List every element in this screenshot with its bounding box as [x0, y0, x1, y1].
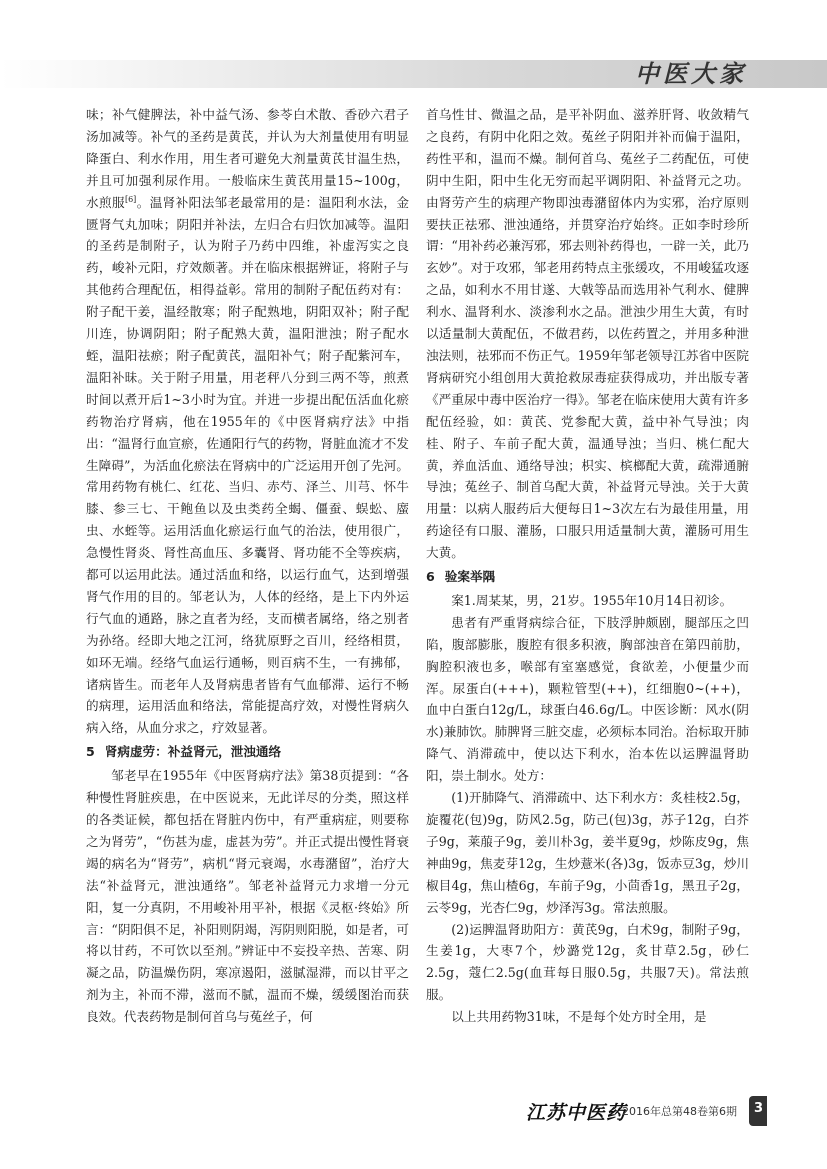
journal-name: 江苏中医药 — [526, 1102, 627, 1124]
issue-info: 2016年总第48卷第6期 — [622, 1105, 737, 1118]
left-column — [86, 104, 409, 1028]
prescription-1: (1)开肺降气、消滞疏中、达下利水方：炙桂枝2.5g，旋覆花(包)9g，防风2.5g，防己(包)3g，苏子12g，白芥子9g，莱菔子9g，姜川朴3g，姜半夏9g，炒陈皮9g，焦神曲9g，焦麦芽12g，生炒薏米(各)3g，饭赤豆3g，炒川椒目4g，焦山楂6g，车前子9g，小茴香1g，黑丑子2g，云苓9g，光杏仁9g，炒泽泻3g。常法煎服。 — [426, 790, 749, 915]
paragraph: 首乌性甘、微温之品，是平补阴血、滋养肝肾、收敛精气之良药，有阴中化阳之效。菟丝子阴阳并补而偏于温阳，药性平和，温而不燥。制何首乌、菟丝子二药配伍，可使阴中生阳，阳中生化无穷而起平调阴阳、补益肾元之功。由肾劳产生的病理产物即浊毒潴留体内为实邪，治疗原则要扶正祛邪、泄浊通络，并贯穿治疗始终。正如李时珍所谓：“用补药必兼泻邪，邪去则补药得也，一辟一关，此乃玄妙”。对于攻邪，邹老用药特点主张缓攻，不用峻猛攻逐之品，如利水不用甘遂、大戟等品而选用补气利水、健脾利水、温肾利水、淡渗利水之品。泄浊少用生大黄，有时以适量制大黄配伍，不做君药，以佐药置之，并用多种泄浊法则，祛邪而不伤正气。1959年邹老领导江苏省中医院肾病研究小组创用大黄抢救尿毒症获得成功，并出版专著《严重尿中毒中医治疗一得》。邹老在临床使用大黄有许多配伍经验，如：黄芪、党参配大黄，益中补气导浊；肉桂、附子、车前子配大黄，温通导浊；当归、桃仁配大黄，养血活血、通络导浊；枳实、槟榔配大黄，疏滞通腑导浊；菟丝子、制首乌配大黄，补益肾元导浊。关于大黄用量：以病人服药后大便每日1~3次左右为最佳用量，用药途径有口服、灌肠，口服只用适量制大黄，灌肠可用生大黄。 — [426, 107, 749, 561]
page-footer — [526, 1096, 827, 1130]
right-column — [426, 104, 749, 1028]
paragraph: 邹老早在1955年《中医肾病疗法》第38页提到：“各种慢性肾脏疾患，在中医说来，无此详尽的分类，照这样的各类证候，都包括在肾脏内伤中，有严重病症，则要称之为肾劳”，“伤甚为虚，虚甚为劳”。并正式提出慢性肾衰竭的病名为“肾劳”，病机“肾元衰竭，水毒潴留”，治疗大法“补益肾元，泄浊通络”。邹老补益肾元力求增一分元阳，复一分真阴，不用峻补用平补，根据《灵枢·终始》所言：“阴阳俱不足，补阳则阴竭，泻阴则阳脱，如是者，可将以甘药，不可饮以至剂。”辨证中不妄投辛热、苦寒、阴凝之品，防温燥伤阴，寒凉遏阳，滋腻湿滞，而以甘平之剂为主，补而不滞，滋而不腻，温而不燥，缓缓图治而获良效。代表药物是制何首乌与菟丝子，何 — [86, 768, 409, 1025]
section-heading-6: 6 验案举隅 — [426, 569, 496, 585]
section-heading-5: 5 肾病虚劳：补益肾元，泄浊通络 — [86, 744, 282, 760]
case-description: 患者有严重肾病综合征，下肢浮肿颇剧，腿部压之凹陷，腹部膨胀，腹腔有很多积液，胸部浊音在第四前肋，胸腔积液也多，喉部有室塞感觉，食欲差，小便量少而浑。尿蛋白(+++)，颗粒管型(++)，红细胞0~(++)，血中白蛋白12g/L，球蛋白46.6g/L。中医诊断：风水(阴水)兼肺饮。肺脾肾三脏交虚，必须标本同治。治标取开肺降气、消滞疏中，使以达下利水，治本佐以运脾温肾助阳，崇土制水。处方： — [426, 614, 749, 784]
reference-mark[interactable]: [6] — [124, 194, 137, 204]
page-number: 3 — [753, 1101, 763, 1116]
prescription-2: (2)运脾温肾助阳方：黄芪9g，白术9g，制附子9g，生姜1g，大枣7个，炒潞党12g，炙甘草2.5g，砂仁2.5g，蔻仁2.5g(血茸每日服0.5g，共服7天)。常法煎服。 — [426, 921, 749, 1003]
paragraph: 以上共用药物31味，不是每个处方时全用，是 — [451, 1009, 707, 1025]
paragraph: 味；补气健脾法，补中益气汤、参苓白术散、香砂六君子汤加减等。补气的圣药是黄芪，并认为大剂量使用有明显降蛋白、利水作用，用生者可避免大剂量黄芪甘温生热，并且可加强利尿作用。一般临床生黄芪用量15~100g，水煎服[6]。温肾补阳法邹老最常用的是：温阳利水法，金匮肾气丸加味；阴阳并补法，左归合右归饮加减等。温阳的圣药是制附子，认为附子乃药中四维，补虚泻实之良药，峻补元阳，疗效颇著。并在临床根据辨证，将附子与其他药合理配伍，相得益彰。常用的制附子配伍药对有：附子配干姜，温经散寒；附子配熟地，阴阳双补；附子配川连，协调阴阳；附子配熟大黄，温阳泄浊；附子配水蛭，温阳祛瘀；附子配黄芪，温阳补气；附子配紫河车，温阳补昧。关于附子用量，用老秤八分到三两不等，煎煮时间以煮开后1~3小时为宜。并进一步提出配伍活血化瘀药物治疗肾病，他在1955年的《中医肾病疗法》中指出：“温肾行血宣瘀，佐通阳行气的药物，肾脏血流才不发生障碍”，为活血化瘀法在肾病中的广泛运用开创了先河。常用药物有桃仁、红花、当归、赤芍、泽兰、川芎、怀牛膝、参三七、干鲍鱼以及虫类药全蝎、僵蚕、蜈蚣、䗪虫、水蛭等。运用活血化瘀运行血气的治法，使用很广，急慢性肾炎、肾性高血压、多囊肾、肾功能不全等疾病，都可以运用此法。通过活血和络，以运行血气，达到增强肾气作用的目的。邹老认为，人体的经络，是上下内外运行气血的通路，脉之直者为经，支而横者属络，络之别者为孙络。经即大地之江河，络犹原野之百川，经络相贯，如环无端。经络气血运行通畅，则百病不生，一有拂郁，诸病皆生。而老年人及肾病患者皆有气血郁滞、运行不畅的病理，运用活血和络法，常能提高疗效，对慢性肾病久病入络，从血分求之，疗效显著。 — [86, 107, 410, 736]
section-title: 中医大家 — [635, 60, 747, 88]
case-intro: 案1.周某某，男，21岁。1955年10月14日初诊。 — [451, 592, 733, 608]
